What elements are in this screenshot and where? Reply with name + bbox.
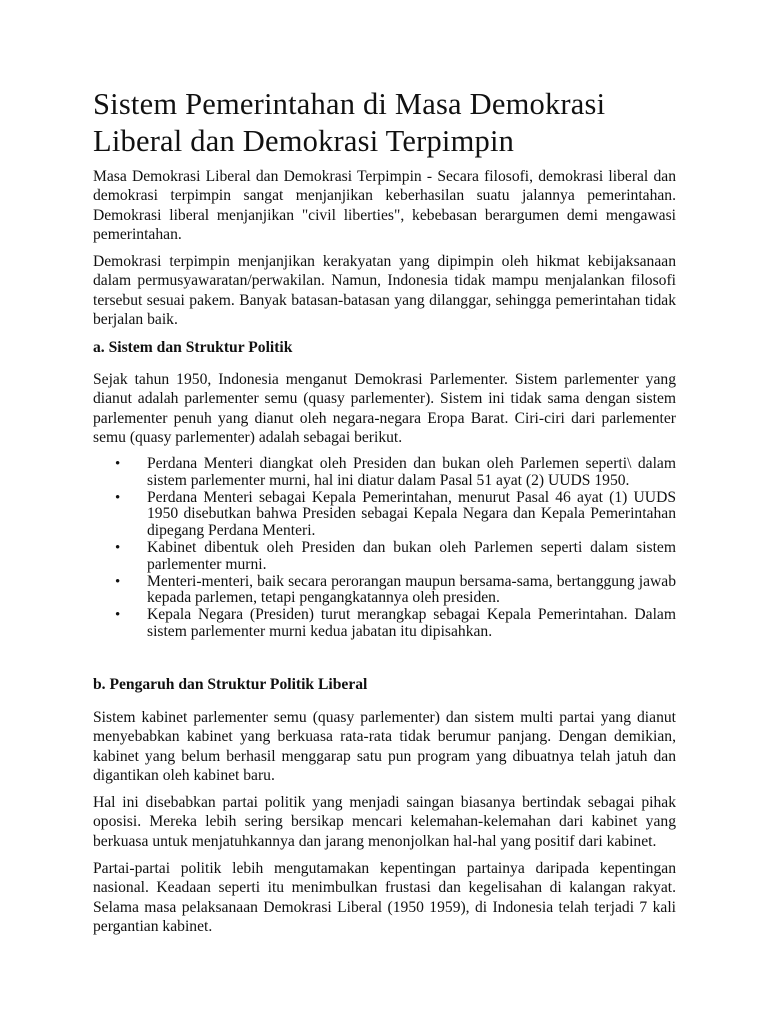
paragraph-4: Sistem kabinet parlementer semu (quasy parlementer) dan sistem multi partai yang dianut menyebabkan kabinet yang berkuasa rata-rata tidak berumur panjang. Dengan demikian, kabinet yang belum berhasil menggarap satu pun program yang dibuatnya telah jatuh dan digantikan oleh kabinet baru. [93, 709, 676, 785]
document-title: Sistem Pemerintahan di Masa Demokrasi Liberal dan Demokrasi Terpimpin [93, 87, 606, 158]
paragraph-6: Partai-partai politik lebih mengutamakan kepentingan partainya daripada kepentingan nasional. Keadaan seperti itu menimbulkan frustasi dan kegelisahan di kalangan rakyat. Selama masa pelaksanaan Demokrasi Liberal (1950 1959), di Indonesia telah terjadi 7 kali pergantian kabinet. [93, 860, 676, 936]
list-item: • Perdana Menteri sebagai Kepala Pemerintahan, menurut Pasal 46 ayat (1) UUDS 1950 disebutkan bahwa Presiden sebagai Kepala Negara dan Kepala Pemerintahan dipegang Perdana Menteri. [93, 490, 676, 540]
paragraph-3: Sejak tahun 1950, Indonesia menganut Demokrasi Parlementer. Sistem parlementer yang dianut adalah parlementer semu (quasy parlementer). Sistem ini tidak sama dengan sistem parlementer penuh yang dianut oleh negara-negara Eropa Barat. Ciri-ciri dari parlementer semu (quasy parlementer) adalah sebagai berikut. [93, 371, 676, 447]
intro-paragraph: Masa Demokrasi Liberal dan Demokrasi Terpimpin - Secara filosofi, demokrasi liberal dan demokrasi terpimpin sangat menjanjikan keberhasilan suatu jalannya pemerintahan. Demokrasi liberal menjanjikan "civil liberties", kebebasan berargumen demi mengawasi pemerintahan. [93, 168, 676, 244]
paragraph-5: Hal ini disebabkan partai politik yang menjadi saingan biasanya bertindak sebagai pihak oposisi. Mereka lebih sering bersikap mencari kelemahan-kelemahan dari kabinet yang berkuasa untuk menjatuhkannya dan jarang menonjolkan hal-hal yang positif dari kabinet. [93, 794, 676, 850]
list-item: • Perdana Menteri diangkat oleh Presiden dan bukan oleh Parlemen seperti\ dalam sistem parlementer murni, hal ini diatur dalam Pasal 51 ayat (2) UUDS 1950. [93, 456, 676, 490]
bullet-list [93, 456, 676, 641]
section-heading-a: a. Sistem dan Struktur Politik [93, 339, 293, 356]
list-item: • Kepala Negara (Presiden) turut merangkap sebagai Kepala Pemerintahan. Dalam sistem parlementer murni kedua jabatan itu dipisahkan. [93, 607, 676, 641]
list-item: • Menteri-menteri, baik secara perorangan maupun bersama-sama, bertanggung jawab kepada parlemen, tetapi pengangkatannya oleh presiden. [93, 574, 676, 608]
list-item: • Kabinet dibentuk oleh Presiden dan bukan oleh Parlemen seperti dalam sistem parlementer murni. [93, 540, 676, 574]
paragraph-2: Demokrasi terpimpin menjanjikan kerakyatan yang dipimpin oleh hikmat kebijaksanaan dalam permusyawaratan/perwakilan. Namun, Indonesia tidak mampu menjalankan filosofi tersebut sesuai pakem. Banyak batasan-batasan yang dilanggar, sehingga pemerintahan tidak berjalan baik. [93, 253, 676, 329]
section-heading-b: b. Pengaruh dan Struktur Politik Liberal [93, 676, 368, 693]
